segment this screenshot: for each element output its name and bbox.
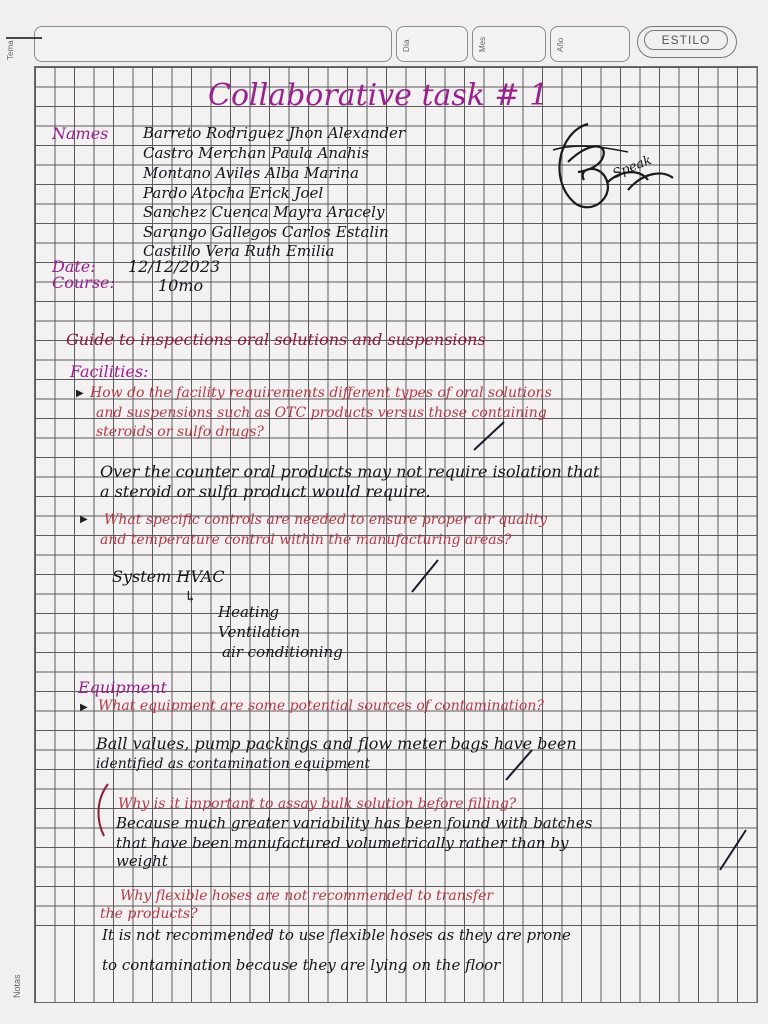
equipment-question-3-line-2: the products?: [100, 906, 198, 922]
pen-mark-icon: [4, 30, 44, 46]
day-label: Día: [402, 39, 411, 52]
name-line-3: Montano Aviles Alba Marina: [143, 164, 359, 182]
facilities-answer-2-main: System HVAC: [112, 567, 225, 586]
name-line-4: Pardo Atocha Erick Joel: [143, 184, 324, 202]
name-line-6: Sarango Gallegos Carlos Estalin: [143, 223, 389, 241]
equipment-answer-2-line-2: that have been manufactured volumetrically rather than by: [116, 834, 569, 852]
month-label: Mes: [478, 36, 487, 52]
equipment-answer-1-line-1: Ball values, pump packings and flow meter bags have been: [96, 734, 577, 753]
names-label: Names: [52, 124, 109, 143]
course-label: Course:: [52, 273, 115, 292]
year-label: Año: [556, 37, 565, 52]
guide-title: Guide to inspections oral solutions and suspensions: [66, 330, 486, 349]
page-header: [6, 26, 756, 66]
notes-label: Notas: [12, 974, 22, 998]
date-value: 12/12/2023: [128, 257, 221, 276]
brand-logo: [637, 26, 737, 58]
facilities-question-1-line-1: How do the facility requirements different types of oral solutions: [90, 385, 552, 401]
check-mark-icon: [470, 418, 510, 458]
bullet-icon: ▶: [80, 514, 88, 525]
bullet-icon: ▶: [80, 702, 88, 713]
arrow-icon: ↳: [184, 588, 197, 606]
equipment-answer-1-line-2: identified as contamination equipment: [96, 756, 371, 772]
topic-field: [34, 26, 392, 62]
equipment-heading: Equipment: [78, 678, 167, 697]
check-mark-icon: [716, 826, 756, 876]
facilities-question-2-line-2: and temperature control within the manufacturing areas?: [100, 532, 512, 548]
equipment-question-2: Why is it important to assay bulk solution before filling?: [118, 796, 517, 812]
name-line-5: Sanchez Cuenca Mayra Aracely: [143, 203, 385, 221]
topic-label: Tema: [6, 40, 15, 60]
name-line-7: Castillo Vera Ruth Emilia: [143, 242, 335, 260]
equipment-question-1: What equipment are some potential sources of contamination?: [98, 698, 544, 714]
facilities-question-1-line-3: steroids or sulfo drugs?: [96, 424, 264, 440]
facilities-question-2-line-1: What specific controls are needed to ensure proper air quality: [104, 512, 548, 528]
page-title: Collaborative task # 1: [208, 78, 549, 113]
facilities-heading: Facilities:: [70, 362, 149, 381]
brand-name: ESTILO: [644, 30, 728, 50]
name-line-2: Castro Merchan Paula Anahis: [143, 144, 370, 162]
facilities-answer-1-line-1: Over the counter oral products may not require isolation that: [100, 462, 600, 481]
equipment-question-3-line-1: Why flexible hoses are not recommended to transfer: [120, 888, 494, 904]
facilities-answer-2-item-2: Ventilation: [218, 623, 301, 641]
bullet-icon: ▶: [76, 388, 84, 399]
facilities-answer-2-item-3: air conditioning: [222, 643, 343, 661]
equipment-answer-2-line-1: Because much greater variability has been found with batches: [116, 814, 593, 832]
signature-text: Speak: [610, 152, 654, 183]
date-label: Date:: [52, 257, 96, 276]
margin-bracket-icon: [88, 780, 118, 840]
check-mark-icon: [408, 556, 448, 596]
facilities-question-1-line-2: and suspensions such as OTC products versus those containing: [96, 405, 547, 421]
facilities-answer-1-line-2: a steroid or sulfa product would require.: [100, 482, 431, 501]
check-mark-icon: [502, 746, 542, 786]
course-value: 10mo: [158, 276, 204, 295]
name-line-1: Barreto Rodriguez Jhon Alexander: [143, 124, 406, 142]
facilities-answer-2-item-1: Heating: [218, 603, 279, 621]
equipment-answer-2-line-3: weight: [116, 852, 168, 870]
equipment-answer-3-line-2: to contamination because they are lying on the floor: [102, 956, 501, 974]
equipment-answer-3-line-1: It is not recommended to use flexible hoses as they are prone: [102, 926, 571, 944]
